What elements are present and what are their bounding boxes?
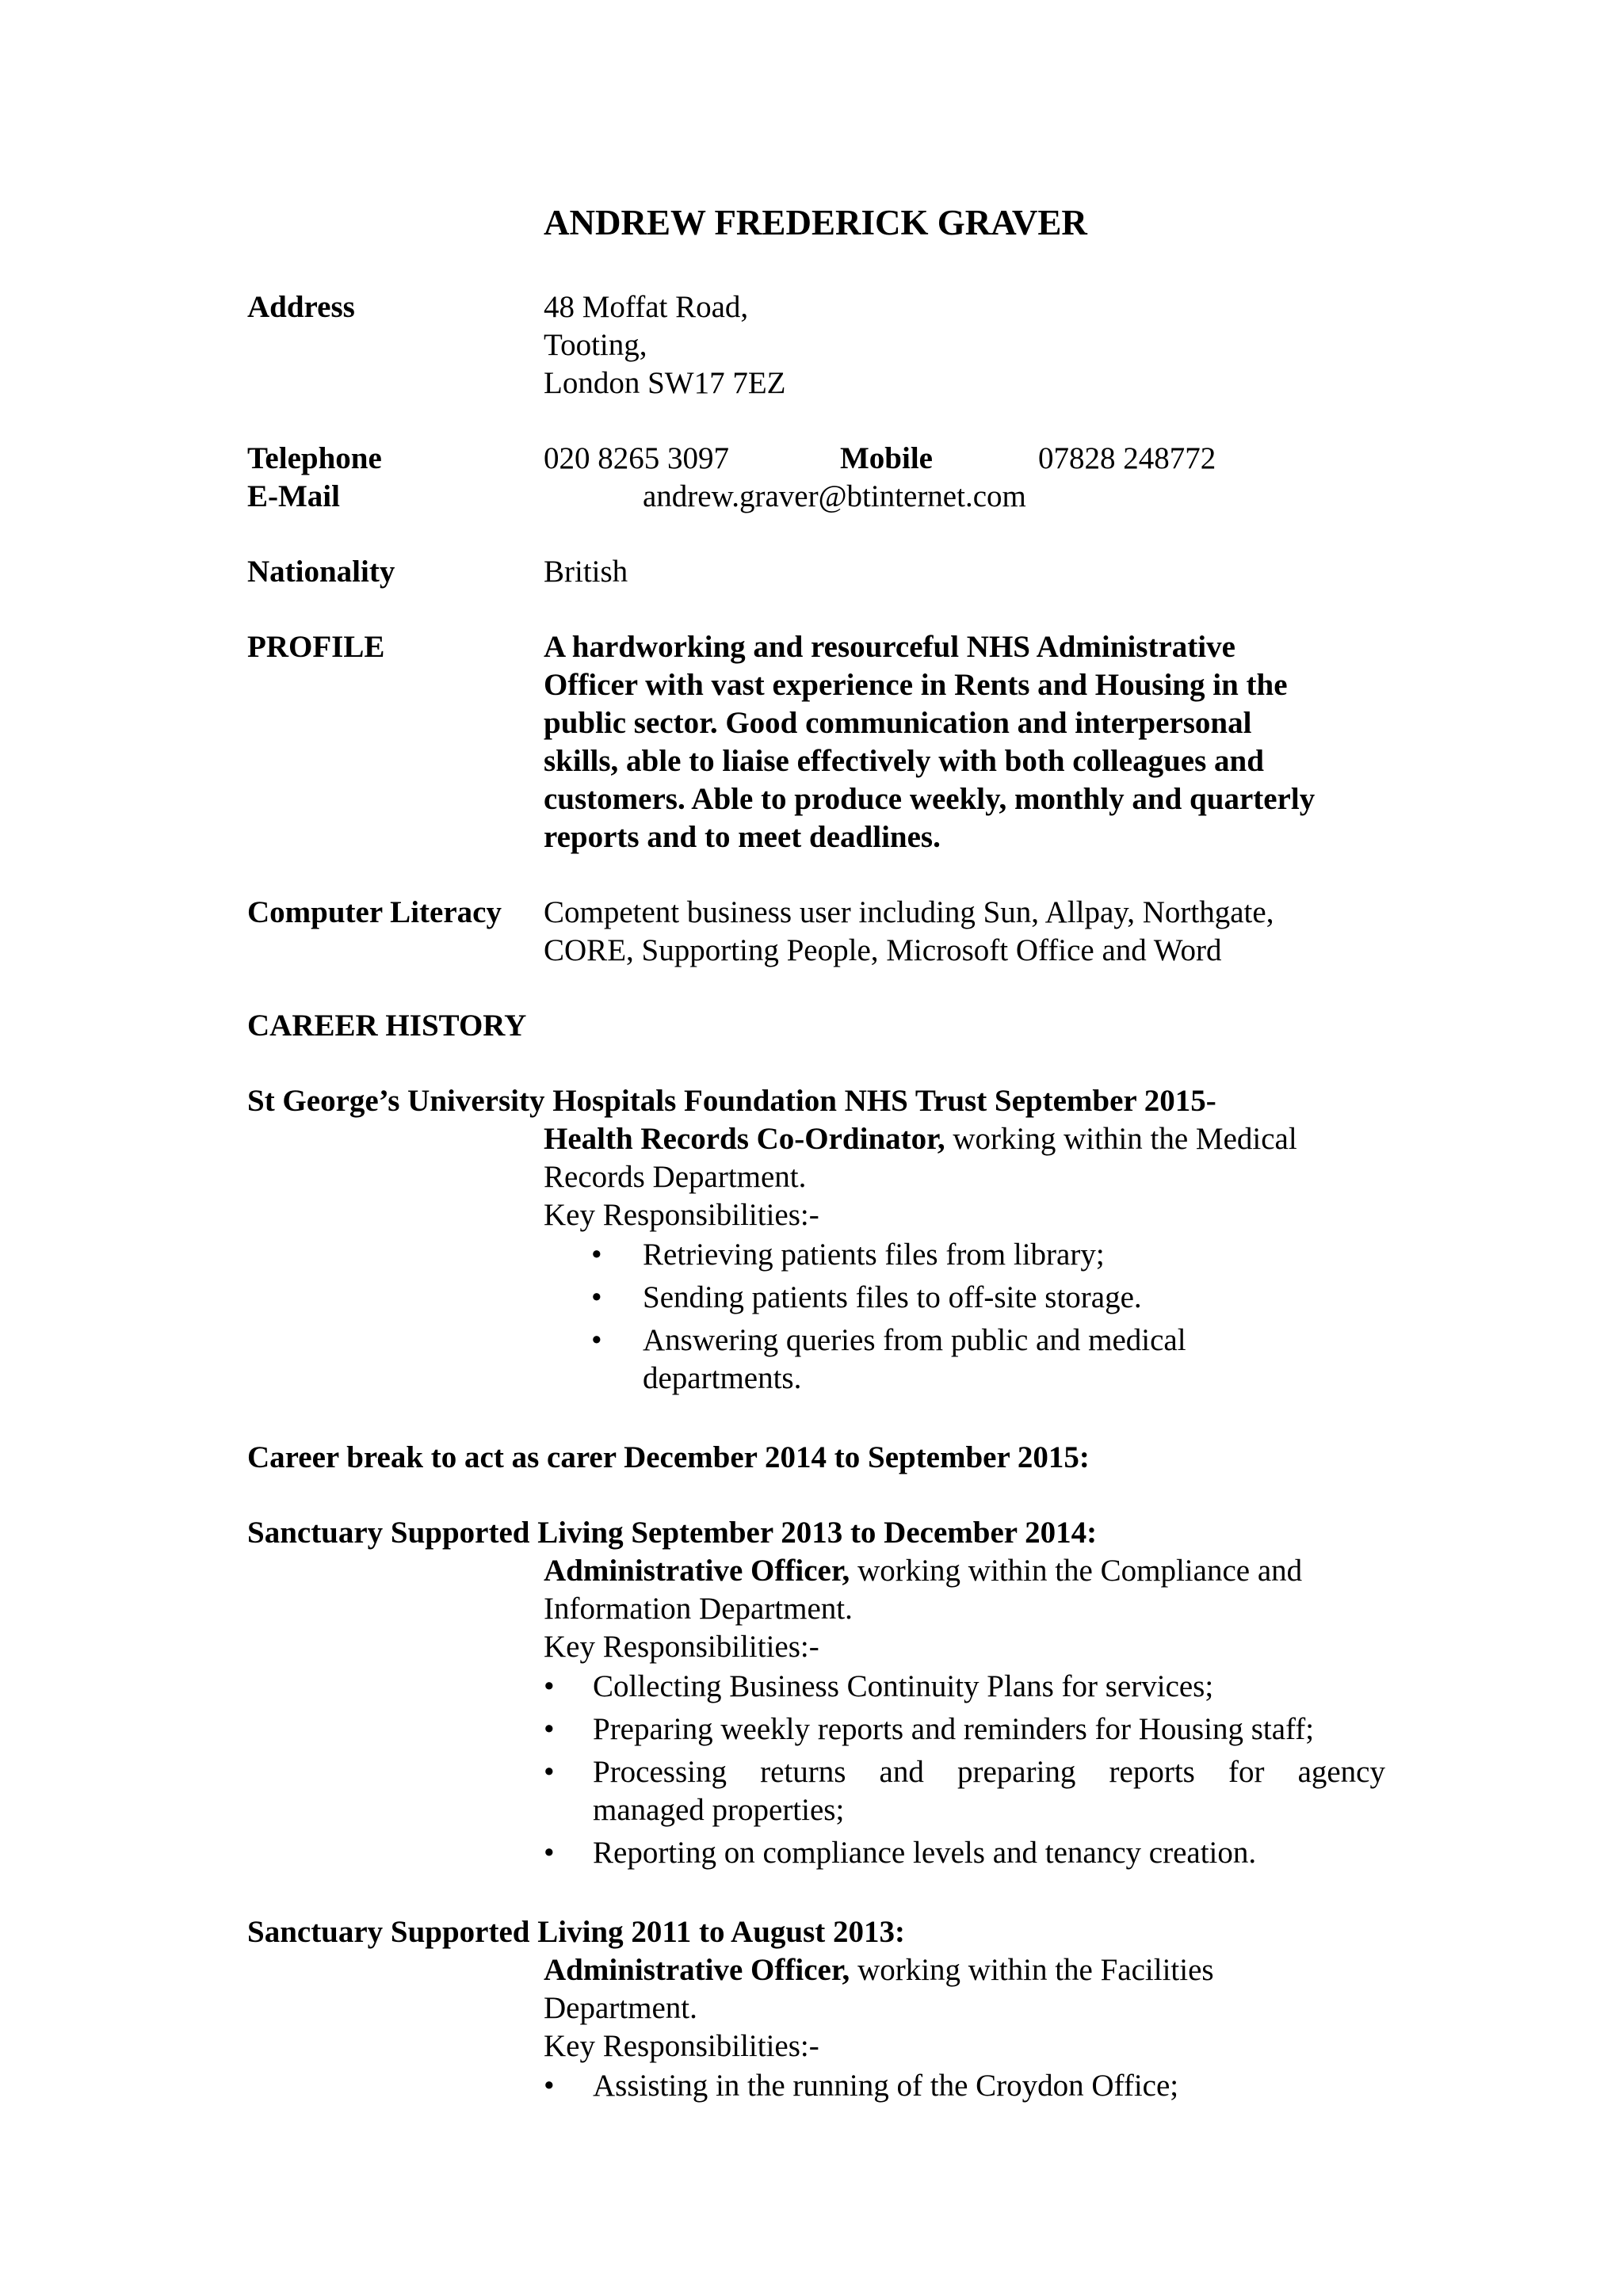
- job-role-line-2: Department.: [544, 1991, 697, 2025]
- bullet-icon: •: [544, 1836, 555, 1870]
- bullet-item: Preparing weekly reports and reminders for Housing staff;: [593, 1712, 1315, 1746]
- mobile-value: 07828 248772: [1038, 441, 1216, 475]
- bullet-icon: •: [544, 1755, 555, 1789]
- job-heading: Career break to act as carer December 2014 to September 2015:: [247, 1440, 1090, 1474]
- bullet-icon: •: [591, 1323, 602, 1357]
- computer-literacy-line: CORE, Supporting People, Microsoft Office and Word: [544, 933, 1222, 967]
- bullet-item: Reporting on compliance levels and tenancy creation.: [593, 1836, 1257, 1870]
- job-role-line-2: Records Department.: [544, 1160, 807, 1194]
- address-line-1: 48 Moffat Road,: [544, 290, 749, 324]
- key-responsibilities-label: Key Responsibilities:-: [544, 2029, 819, 2063]
- computer-literacy-line: Competent business user including Sun, Allpay, Northgate,: [544, 895, 1274, 929]
- job-role-line: [544, 1951, 1214, 1989]
- job-role-line: [544, 1552, 1302, 1590]
- bullet-icon: •: [591, 1280, 602, 1314]
- email-label: E-Mail: [247, 479, 340, 513]
- job-role-title: Administrative Officer,: [544, 1953, 850, 1987]
- job-role-title: Health Records Co-Ordinator,: [544, 1122, 945, 1156]
- job-role-description: working within the Compliance and: [850, 1554, 1303, 1588]
- job-role-title: Administrative Officer,: [544, 1554, 850, 1588]
- profile-line: customers. Able to produce weekly, monthly and quarterly: [544, 782, 1316, 816]
- job-role-line: [544, 1120, 1297, 1158]
- bullet-item: Sending patients files to off-site storage.: [643, 1280, 1142, 1314]
- key-responsibilities-label: Key Responsibilities:-: [544, 1630, 819, 1664]
- job-heading: Sanctuary Supported Living September 2013 to December 2014:: [247, 1516, 1098, 1550]
- telephone-value: 020 8265 3097: [544, 441, 729, 475]
- profile-line: Officer with vast experience in Rents and Housing in the: [544, 668, 1288, 702]
- telephone-label: Telephone: [247, 441, 382, 475]
- profile-line: public sector. Good communication and interpersonal: [544, 706, 1252, 740]
- profile-line: skills, able to liaise effectively with both colleagues and: [544, 744, 1264, 778]
- bullet-item: Assisting in the running of the Croydon Office;: [593, 2069, 1179, 2103]
- career-history-heading: CAREER HISTORY: [247, 1009, 527, 1043]
- bullet-item: Retrieving patients files from library;: [643, 1238, 1105, 1272]
- nationality-value: British: [544, 555, 628, 589]
- cv-name: ANDREW FREDERICK GRAVER: [544, 203, 1087, 242]
- job-heading: St George’s University Hospitals Foundation NHS Trust September 2015-: [247, 1084, 1216, 1118]
- profile-label: PROFILE: [247, 630, 385, 664]
- bullet-item-continuation: managed properties;: [593, 1793, 845, 1827]
- bullet-item: Collecting Business Continuity Plans for services;: [593, 1669, 1214, 1703]
- address-line-3: London SW17 7EZ: [544, 366, 786, 400]
- job-role-description: working within the Medical: [945, 1122, 1297, 1156]
- job-heading: Sanctuary Supported Living 2011 to August 2013:: [247, 1915, 905, 1949]
- address-label: Address: [247, 290, 355, 324]
- bullet-icon: •: [544, 1712, 555, 1746]
- computer-literacy-label: Computer Literacy: [247, 895, 502, 929]
- mobile-label: Mobile: [840, 441, 933, 475]
- bullet-item: Answering queries from public and medical: [643, 1323, 1186, 1357]
- nationality-label: Nationality: [247, 555, 395, 589]
- bullet-icon: •: [591, 1238, 602, 1272]
- profile-line: reports and to meet deadlines.: [544, 820, 941, 854]
- email-value[interactable]: andrew.graver@btinternet.com: [643, 479, 1026, 513]
- bullet-icon: •: [544, 2069, 555, 2103]
- bullet-icon: •: [544, 1669, 555, 1703]
- job-role-description: working within the Facilities: [850, 1953, 1214, 1987]
- bullet-item-continuation: departments.: [643, 1361, 802, 1395]
- job-role-line-2: Information Department.: [544, 1592, 853, 1626]
- profile-line: A hardworking and resourceful NHS Administrative: [544, 630, 1235, 664]
- bullet-item: Processing returns and preparing reports for agency: [593, 1755, 1385, 1789]
- key-responsibilities-label: Key Responsibilities:-: [544, 1198, 819, 1232]
- address-line-2: Tooting,: [544, 328, 647, 362]
